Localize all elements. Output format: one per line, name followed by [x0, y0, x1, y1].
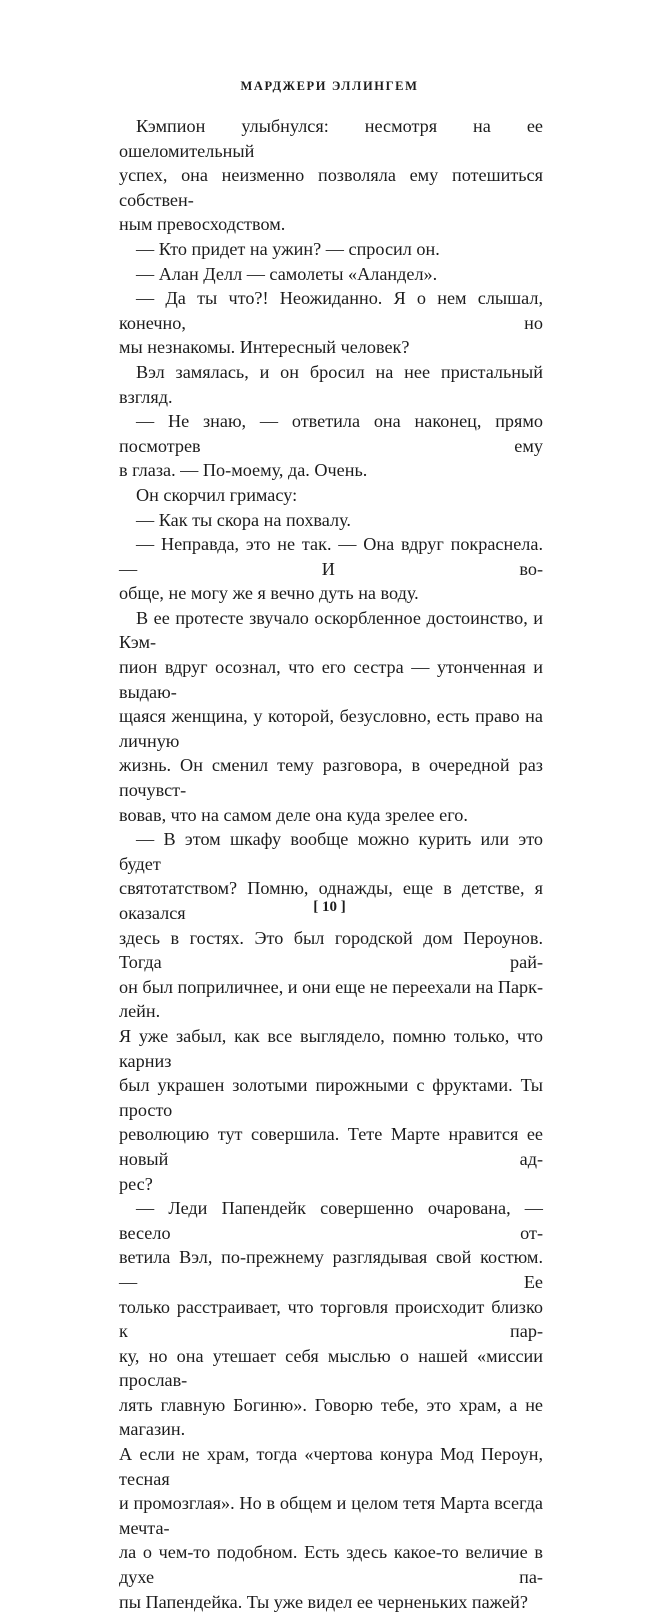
text-line: Кэмпион улыбнулся: несмотря на ее ошеломительный — [119, 116, 543, 161]
body-text — [119, 114, 543, 1614]
text-line: вовав, что на самом деле она куда зрелее его. — [119, 804, 468, 825]
text-line: Вэл замялась, и он бросил на нее пристальный взгляд. — [119, 361, 543, 407]
text-line: — Как ты скора на похвалу. — [136, 509, 351, 530]
text-line: он был поприличнее, и они еще не переехали на Парк-лейн. — [119, 976, 544, 1022]
text-line: ла о чем-то подобном. Есть здесь какое-то величие в духе па- — [119, 1542, 543, 1588]
text-line: пион вдруг осознал, что его сестра — утонченная и выдаю- — [119, 657, 543, 702]
text-line: только расстраивает, что торговля происходит близко к пар- — [119, 1296, 543, 1342]
text-line: щаяся женщина, у которой, безусловно, есть право на личную — [119, 706, 543, 751]
text-line: — В этом шкафу вообще можно курить или это будет — [119, 829, 543, 874]
text-line: святотатством? Помню, однажды, еще в детстве, я оказался — [119, 878, 543, 923]
text-line: обще, не могу же я вечно дуть на воду. — [119, 583, 419, 604]
text-line: и промозглая». Но в общем и целом тетя Марта всегда мечта- — [119, 1493, 543, 1538]
text-line: пы Папендейка. Ты уже видел ее черненьких пажей? — [119, 1591, 528, 1612]
page-number: [ 10 ] — [313, 899, 346, 915]
text-line: в глаза. — По-моему, да. Очень. — [119, 460, 368, 481]
text-line: жизнь. Он сменил тему разговора, в очередной раз почувст- — [119, 755, 543, 801]
text-line: В ее протесте звучало оскорбленное достоинство, и Кэм- — [119, 607, 543, 653]
text-line: рес? — [119, 1173, 153, 1194]
text-line: ку, но она утешает себя мыслью о нашей «миссии прослав- — [119, 1345, 543, 1391]
text-line: здесь в гостях. Это был городской дом Пероунов. Тогда рай- — [119, 927, 543, 973]
text-line: — Не знаю, — ответила она наконец, прямо посмотрев ему — [119, 411, 543, 456]
text-line: лять главную Богиню». Говорю тебе, это храм, а не магазин. — [119, 1394, 543, 1440]
running-head: МАРДЖЕРИ ЭЛЛИНГЕМ — [240, 79, 419, 93]
text-line: — Да ты что?! Неожиданно. Я о нем слышал, конечно, но — [119, 288, 543, 333]
text-line: мы незнакомы. Интересный человек? — [119, 337, 410, 358]
text-line: Я уже забыл, как все выглядело, помню только, что карниз — [119, 1025, 543, 1071]
text-line: успех, она неизменно позволяла ему потешиться собствен- — [119, 165, 543, 210]
text-line: ветила Вэл, по-прежнему разглядывая свой костюм. — Ее — [119, 1247, 543, 1292]
text-line: А если не храм, тогда «чертова конура Мод Пероун, тесная — [119, 1444, 543, 1489]
text-line: Он скорчил гримасу: — [136, 484, 298, 505]
text-line: был украшен золотыми пирожными с фруктами. Ты просто — [119, 1075, 543, 1120]
text-line: — Леди Папендейк совершенно очарована, — весело от- — [119, 1198, 543, 1243]
text-line: — Кто придет на ужин? — спросил он. — [136, 238, 440, 259]
text-line: революцию тут совершила. Тете Марте нравится ее новый ад- — [119, 1124, 543, 1169]
text-line: — Неправда, это не так. — Она вдруг покраснела. — И во- — [119, 534, 543, 579]
text-line: — Алан Делл — самолеты «Аландел». — [136, 263, 438, 284]
text-line: ным превосходством. — [119, 214, 286, 235]
